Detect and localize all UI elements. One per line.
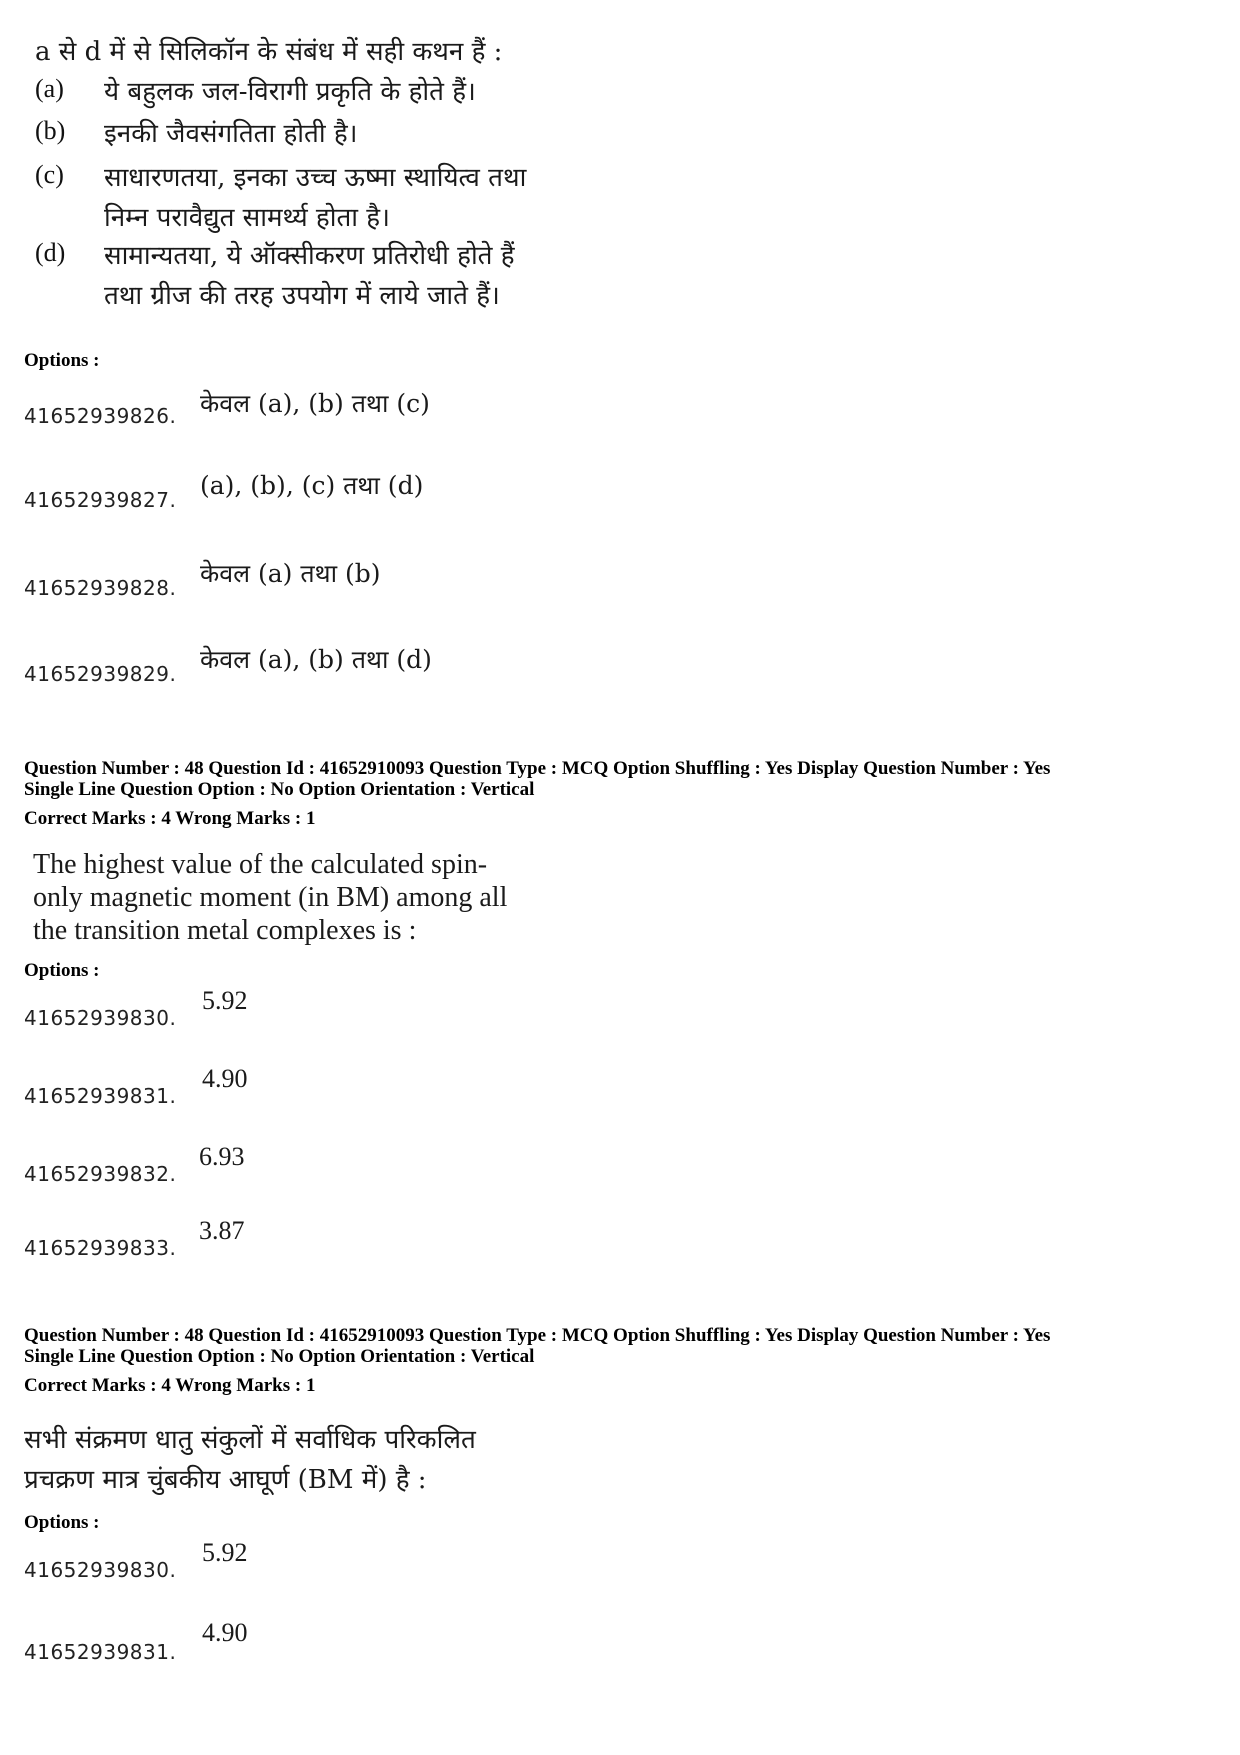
option-text: 5.92 [202,986,248,1015]
question-text-line1: The highest value of the calculated spin- [33,849,488,880]
question-text-line2: प्रचक्रण मात्र चुंबकीय आघूर्ण (BM में) है : [24,1465,427,1495]
question-text-line1: सभी संक्रमण धातु संकुलों में सर्वाधिक परिकलित [24,1425,476,1455]
option-text: 4.90 [202,1618,248,1647]
question-meta-line2: Single Line Question Option : No Option Orientation : Vertical [24,1346,535,1367]
statement-c-text-line1: साधारणतया, इनका उच्च ऊष्मा स्थायित्व तथा [104,163,527,193]
option-id: 41652939830. [24,1558,177,1582]
statement-b-text: इनकी जैवसंगतिता होती है। [104,119,358,149]
option-id: 41652939832. [24,1162,177,1186]
option-text: 6.93 [199,1142,245,1171]
statement-a-text: ये बहुलक जल-विरागी प्रकृति के होते हैं। [104,77,476,107]
question-marks: Correct Marks : 4 Wrong Marks : 1 [24,808,316,829]
statement-d-text-line2: तथा ग्रीज की तरह उपयोग में लाये जाते हैं। [104,281,500,311]
option-text: 4.90 [202,1064,248,1093]
option-text: 5.92 [202,1538,248,1567]
option-text: (a), (b), (c) तथा (d) [200,471,424,500]
option-text: केवल (a), (b) तथा (c) [200,389,430,418]
question-meta-line2: Single Line Question Option : No Option Orientation : Vertical [24,779,535,800]
option-text: 3.87 [199,1216,245,1245]
q47-intro: a से d में से सिलिकॉन के संबंध में सही कथन हैं : [35,37,503,67]
option-id: 41652939830. [24,1006,177,1030]
option-id: 41652939833. [24,1236,177,1260]
option-text: केवल (a) तथा (b) [200,559,381,588]
option-id: 41652939831. [24,1640,177,1664]
statement-c-label: (c) [35,160,64,189]
option-id: 41652939828. [24,576,177,600]
question-text-line2: only magnetic moment (in BM) among all [33,882,508,913]
q47-options-label: Options : [24,350,100,371]
q48-hi-options-label: Options : [24,1512,100,1533]
statement-a-label: (a) [35,74,64,103]
question-marks: Correct Marks : 4 Wrong Marks : 1 [24,1375,316,1396]
statement-d-label: (d) [35,238,66,267]
q48-en-options-label: Options : [24,960,100,981]
option-id: 41652939829. [24,662,177,686]
option-id: 41652939826. [24,404,177,428]
statement-d-text-line1: सामान्यतया, ये ऑक्सीकरण प्रतिरोधी होते हैं [104,241,515,271]
option-text: केवल (a), (b) तथा (d) [200,645,432,674]
option-id: 41652939827. [24,488,177,512]
question-meta-line1: Question Number : 48 Question Id : 41652910093 Question Type : MCQ Option Shuffling : Yes Display Question Number : Yes [24,758,1051,779]
statement-c-text-line2: निम्न परावैद्युत सामर्थ्य होता है। [104,203,390,233]
option-id: 41652939831. [24,1084,177,1108]
question-meta-line1: Question Number : 48 Question Id : 41652910093 Question Type : MCQ Option Shuffling : Yes Display Question Number : Yes [24,1325,1051,1346]
statement-b-label: (b) [35,116,66,145]
question-text-line3: the transition metal complexes is : [33,915,417,946]
